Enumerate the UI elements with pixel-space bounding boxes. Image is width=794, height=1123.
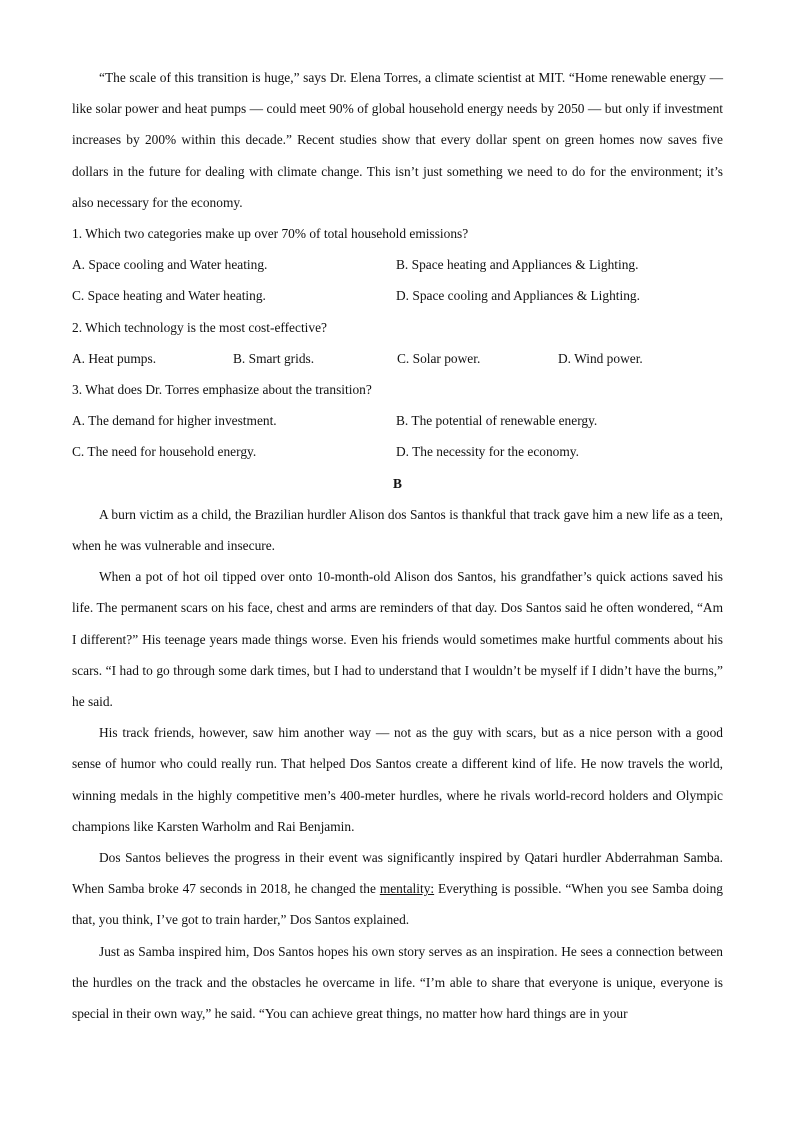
question-options [72,249,723,311]
section-b-paragraph-2: When a pot of hot oil tipped over onto 10-month-old Alison dos Santos, his grandfather’s quick actions saved his life. The permanent scars on his face, chest and arms are reminders of that day. Dos Santos said he often wondered, “Am I different?” His teenage years made things worse. Even his friends would sometimes make hurtful comments about his scars. “I had to go through some dark times, but I had to understand that I wouldn’t be myself if I didn’t have the burns,” he said. [72,569,723,710]
option-c: C. The need for household energy. [72,444,257,460]
section-b-paragraph-1: A burn victim as a child, the Brazilian hurdler Alison dos Santos is thankful that track gave him a new life as a teen, when he was vulnerable and insecure. [72,506,723,554]
option-b: B. The potential of renewable energy. [396,413,598,429]
question-2 [72,312,723,374]
option-b: B. Smart grids. [233,350,315,366]
option-a: A. The demand for higher investment. [72,413,277,429]
option-b: B. Space heating and Appliances & Lighting. [396,257,639,273]
section-b-heading: B [393,475,402,491]
question-options [72,343,723,374]
section-b-paragraph-5: Just as Samba inspired him, Dos Santos hopes his own story serves as an inspiration. He sees a connection between the hurdles on the track and the obstacles he overcame in life. “I’m able to share that everyone is unique, everyone is special in their own way,” he said. “You can achieve great things, no matter how hard things are in your [72,943,723,1022]
option-c: C. Space heating and Water heating. [72,288,266,304]
passage-a-closing-paragraph: “The scale of this transition is huge,” says Dr. Elena Torres, a climate scientist at MIT. “Home renewable energy — like solar power and heat pumps — could meet 90% of global household energy needs by 2050 — but only if investment increases by 200% within this decade.” Recent studies show that every dollar spent on green homes now saves five dollars in the future for dealing with climate change. This isn’t just something we need to do for the environment; it’s also necessary for the economy. [72,70,723,210]
option-d: D. The necessity for the economy. [396,444,579,460]
question-stem: 1. Which two categories make up over 70% of total household emissions? [72,226,469,242]
question-stem: 3. What does Dr. Torres emphasize about the transition? [72,382,372,398]
document-page [72,62,723,1029]
option-a: A. Heat pumps. [72,350,157,366]
option-c: C. Solar power. [397,350,481,366]
paragraph-text: Dos Santos believes the progress in their event was significantly inspired by Qatari hurdler Abderrahman Samba. When Samba broke 47 seconds in 2018, he changed the [72,850,723,897]
question-stem: 2. Which technology is the most cost-effective? [72,319,327,335]
option-d: D. Wind power. [558,350,643,366]
paragraph-text: Everything is possible. “When you see Samba doing that, you think, I’ve got to train harder,” Dos Santos explained. [72,881,723,928]
section-b-paragraph-3: His track friends, however, saw him another way — not as the guy with scars, but as a nice person with a good sense of humor who could really run. That helped Dos Santos create a different kind of life. He now travels the world, winning medals in the highly competitive men’s 400-meter hurdles, where he rivals world-record holders and Olympic champions like Karsten Warholm and Rai Benjamin. [72,725,723,834]
question-3 [72,374,723,468]
option-a: A. Space cooling and Water heating. [72,257,268,273]
option-d: D. Space cooling and Appliances & Lighting. [396,288,640,304]
question-options [72,405,723,467]
question-1 [72,218,723,312]
underlined-word: mentality: [379,881,435,897]
section-b-paragraph-4 [72,842,723,936]
